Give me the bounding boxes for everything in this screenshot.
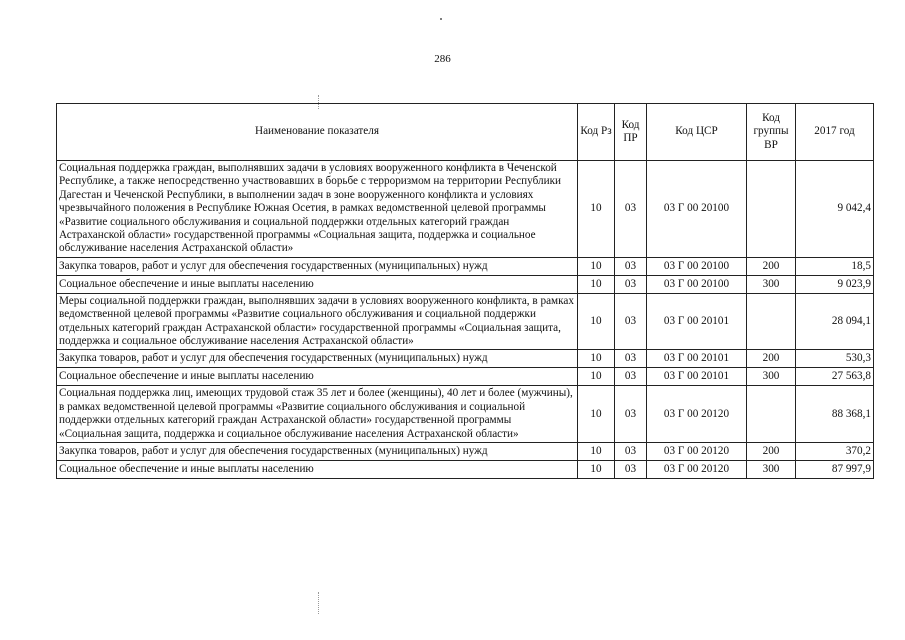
row-rz: 10 [578,257,615,275]
row-csr: 03 Г 00 20120 [647,386,747,443]
row-vr [747,293,796,350]
row-name: Социальное обеспечение и иные выплаты населению [57,275,578,293]
row-pr: 03 [615,443,647,461]
row-pr: 03 [615,293,647,350]
row-vr: 300 [747,368,796,386]
row-name: Социальное обеспечение и иные выплаты населению [57,368,578,386]
row-csr: 03 Г 00 20101 [647,350,747,368]
row-rz: 10 [578,161,615,258]
row-pr: 03 [615,275,647,293]
row-amount: 27 563,8 [796,368,874,386]
row-rz: 10 [578,443,615,461]
row-csr: 03 Г 00 20101 [647,293,747,350]
row-rz: 10 [578,275,615,293]
row-amount: 87 997,9 [796,461,874,479]
table-row [57,293,874,350]
row-amount: 9 023,9 [796,275,874,293]
page-number: 286 [434,53,451,65]
table-row [57,368,874,386]
row-vr [747,161,796,258]
row-vr: 300 [747,461,796,479]
table-row [57,161,874,258]
row-name: Социальная поддержка граждан, выполнявших задачи в условиях вооруженного конфликта в Чеченской Республике, а также непосредственно участвовавших в борьбе с терроризмом на территории Республики Дагестан и Чеченской Республики, в выполнении задач в зоне вооруженного конфликта и условиях чрезвычайного положения в Республике Южная Осетия, в рамках ведомственной целевой программы «Развитие социального обслуживания и социальной поддержки отдельных категорий граждан Астраханской области» государственной программы «Социальная защита, поддержка и социальное обслуживание населения Астраханской области» [57,161,578,258]
row-vr: 200 [747,257,796,275]
row-name: Закупка товаров, работ и услуг для обеспечения государственных (муниципальных) нужд [57,350,578,368]
row-amount: 530,3 [796,350,874,368]
row-rz: 10 [578,461,615,479]
row-rz: 10 [578,350,615,368]
row-pr: 03 [615,161,647,258]
row-csr: 03 Г 00 20101 [647,368,747,386]
header-csr: Код ЦСР [647,104,747,161]
table-row [57,350,874,368]
row-name: Социальное обеспечение и иные выплаты населению [57,461,578,479]
row-vr: 200 [747,443,796,461]
row-name: Социальная поддержка лиц, имеющих трудовой стаж 35 лет и более (женщины), 40 лет и более (мужчины), в рамках ведомственной целевой программы «Развитие социального обслуживания и социальной поддержки отдельных категорий граждан Астраханской области» государственной программы «Социальная защита, поддержка и социальное обслуживание населения Астраханской области» [57,386,578,443]
row-name: Меры социальной поддержки граждан, выполнявших задачи в условиях вооруженного конфликта, в рамках ведомственной целевой программы «Развитие социального обслуживания и социальной поддержки отдельных категорий граждан Астраханской области» государственной программы «Социальная защита, поддержка и социальное обслуживание населения Астраханской области» [57,293,578,350]
row-amount: 88 368,1 [796,386,874,443]
budget-table [56,103,874,479]
row-pr: 03 [615,368,647,386]
row-rz: 10 [578,368,615,386]
header-pr: Код ПР [615,104,647,161]
row-rz: 10 [578,386,615,443]
row-amount: 9 042,4 [796,161,874,258]
row-csr: 03 Г 00 20100 [647,161,747,258]
row-csr: 03 Г 00 20100 [647,257,747,275]
row-rz: 10 [578,293,615,350]
row-amount: 18,5 [796,257,874,275]
header-vr: Код группы ВР [747,104,796,161]
row-name: Закупка товаров, работ и услуг для обеспечения государственных (муниципальных) нужд [57,443,578,461]
row-csr: 03 Г 00 20120 [647,461,747,479]
scan-speck [440,18,442,20]
table-row [57,386,874,443]
row-amount: 28 094,1 [796,293,874,350]
header-rz: Код Рз [578,104,615,161]
table-header-row [57,104,874,161]
row-csr: 03 Г 00 20120 [647,443,747,461]
table-row [57,257,874,275]
row-vr: 200 [747,350,796,368]
table-row [57,275,874,293]
row-pr: 03 [615,257,647,275]
header-year: 2017 год [796,104,874,161]
header-name: Наименование показателя [57,104,578,161]
table-row [57,461,874,479]
row-csr: 03 Г 00 20100 [647,275,747,293]
row-name: Закупка товаров, работ и услуг для обеспечения государственных (муниципальных) нужд [57,257,578,275]
table-row [57,443,874,461]
row-pr: 03 [615,350,647,368]
scan-fold-line-bottom [318,592,319,614]
row-pr: 03 [615,461,647,479]
row-amount: 370,2 [796,443,874,461]
row-pr: 03 [615,386,647,443]
row-vr [747,386,796,443]
row-vr: 300 [747,275,796,293]
